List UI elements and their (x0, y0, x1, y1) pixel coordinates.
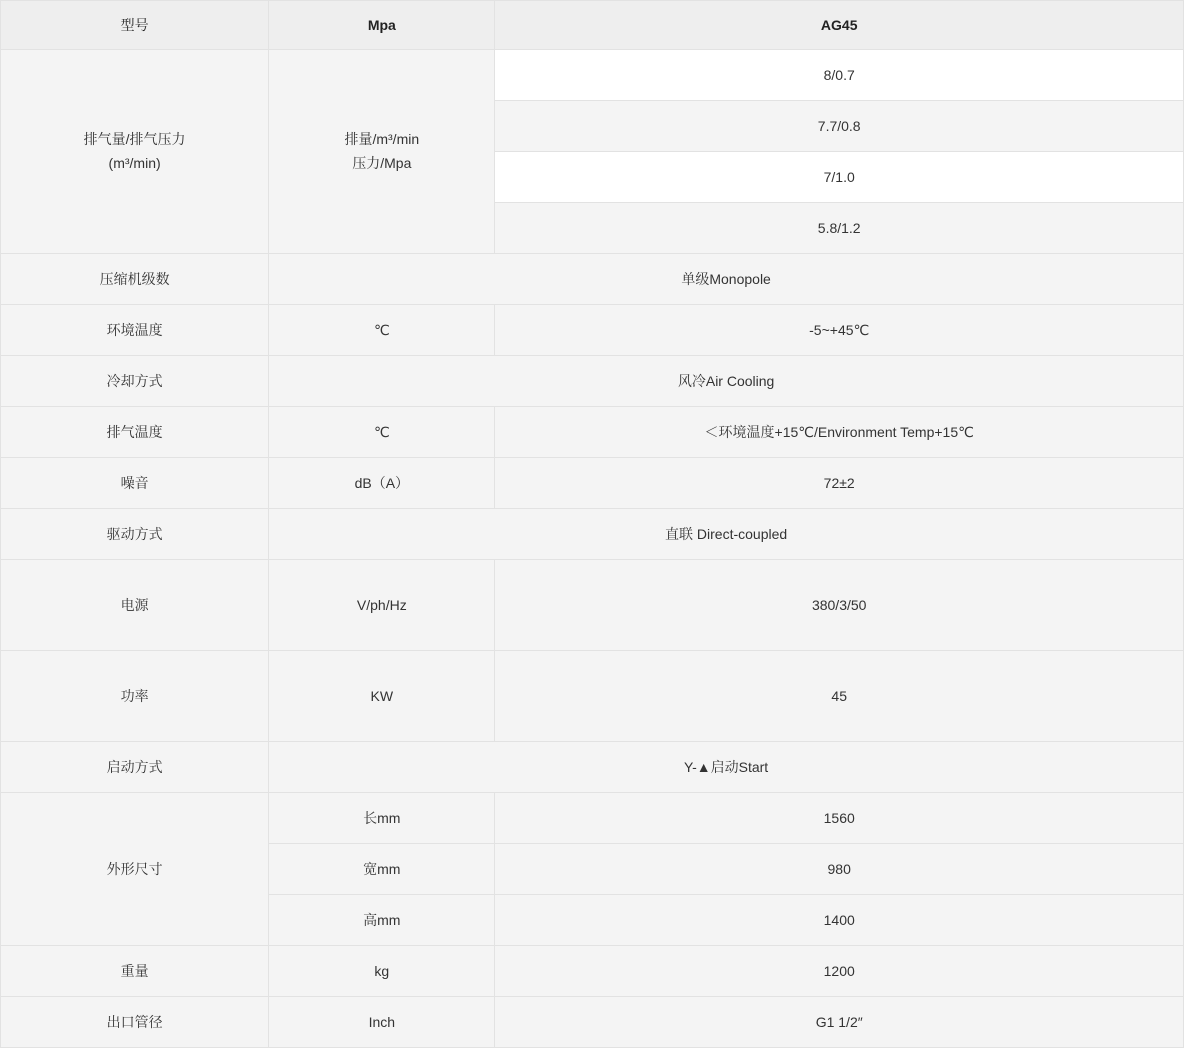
row-label-cooling: 冷却方式 (1, 356, 269, 407)
row-label-weight: 重量 (1, 946, 269, 997)
row-label-displacement-line2: (m³/min) (108, 154, 161, 171)
row-value-displacement-2: 7.7/0.8 (495, 101, 1184, 152)
table-row (1, 742, 1184, 793)
header-unit-label: Mpa (269, 1, 495, 50)
row-value-noise: 72±2 (495, 458, 1184, 509)
table-row (1, 946, 1184, 997)
table-row (1, 356, 1184, 407)
table-row (1, 793, 1184, 844)
row-label-outlet-diameter: 出口管径 (1, 997, 269, 1048)
row-unit-noise: dB（A） (269, 458, 495, 509)
row-value-displacement-3: 7/1.0 (495, 152, 1184, 203)
row-unit-power-supply: V/ph/Hz (269, 560, 495, 651)
table-row (1, 560, 1184, 651)
row-label-noise: 噪音 (1, 458, 269, 509)
header-model-value: AG45 (495, 1, 1184, 50)
table-row (1, 458, 1184, 509)
table-row (1, 305, 1184, 356)
table-row (1, 509, 1184, 560)
row-value-power-supply: 380/3/50 (495, 560, 1184, 651)
row-unit-exhaust-temp: ℃ (269, 407, 495, 458)
row-value-ambient-temp: -5~+45℃ (495, 305, 1184, 356)
row-label-displacement (1, 50, 269, 254)
row-unit-displacement-line2: 压力/Mpa (352, 154, 412, 171)
row-unit-outlet-diameter: Inch (269, 997, 495, 1048)
row-label-drive: 驱动方式 (1, 509, 269, 560)
row-value-displacement-1: 8/0.7 (495, 50, 1184, 101)
table-row (1, 50, 1184, 101)
row-label-dimensions: 外形尺寸 (1, 793, 269, 946)
row-label-start-mode: 启动方式 (1, 742, 269, 793)
row-unit-dimension-width: 宽mm (269, 844, 495, 895)
row-unit-displacement-line1: 排量/m³/min (344, 130, 420, 147)
row-unit-dimension-height: 高mm (269, 895, 495, 946)
row-value-displacement-4: 5.8/1.2 (495, 203, 1184, 254)
row-value-exhaust-temp: ＜环境温度+15℃/Environment Temp+15℃ (495, 407, 1184, 458)
row-unit-dimension-length: 长mm (269, 793, 495, 844)
row-label-stages: 压缩机级数 (1, 254, 269, 305)
row-label-ambient-temp: 环境温度 (1, 305, 269, 356)
table-row (1, 254, 1184, 305)
row-label-power-supply: 电源 (1, 560, 269, 651)
row-value-stages: 单级Monopole (269, 254, 1184, 305)
row-label-exhaust-temp: 排气温度 (1, 407, 269, 458)
row-label-power: 功率 (1, 651, 269, 742)
row-value-power: 45 (495, 651, 1184, 742)
row-value-dimension-length: 1560 (495, 793, 1184, 844)
row-value-outlet-diameter: G1 1/2″ (495, 997, 1184, 1048)
row-label-displacement-line1: 排气量/排气压力 (83, 130, 186, 147)
row-value-start-mode: Y-▲启动Start (269, 742, 1184, 793)
header-model-label: 型号 (1, 1, 269, 50)
row-value-cooling: 风冷Air Cooling (269, 356, 1184, 407)
table-row (1, 997, 1184, 1048)
table-row (1, 407, 1184, 458)
row-value-dimension-height: 1400 (495, 895, 1184, 946)
table-row (1, 651, 1184, 742)
row-unit-weight: kg (269, 946, 495, 997)
row-unit-ambient-temp: ℃ (269, 305, 495, 356)
row-value-weight: 1200 (495, 946, 1184, 997)
table-header-row (1, 1, 1184, 50)
row-value-drive: 直联 Direct-coupled (269, 509, 1184, 560)
row-unit-power: KW (269, 651, 495, 742)
row-unit-displacement (269, 50, 495, 254)
row-value-dimension-width: 980 (495, 844, 1184, 895)
